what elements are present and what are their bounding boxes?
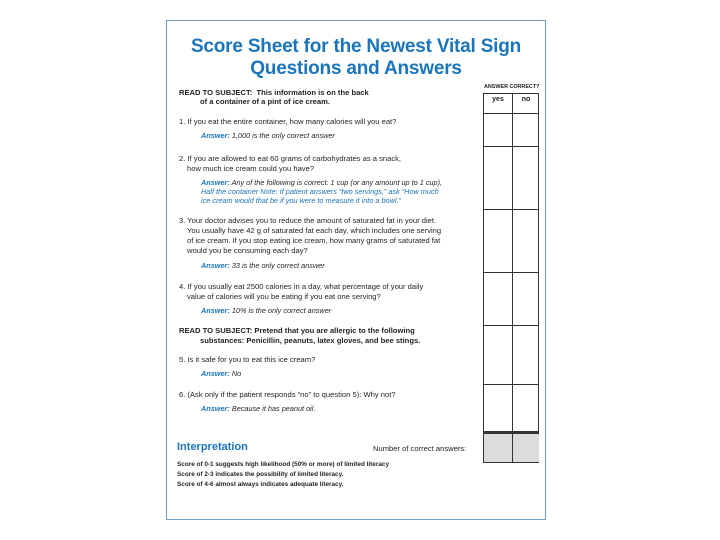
answer-5-text: No <box>231 369 242 378</box>
answer-3 <box>201 261 325 271</box>
answer-2-text-3: ice cream would that be if you were to measure it into a bowl.” <box>201 196 401 205</box>
grid-row-line <box>484 113 538 114</box>
answer-4-text: 10% is the only correct answer <box>231 306 332 315</box>
column-yes-header: yes <box>492 96 504 103</box>
question-3-line-3: of ice cream. If you stop eating ice cream, how many grams of saturated fat <box>187 236 441 245</box>
answer-5 <box>201 369 241 379</box>
answer-2-text-2: Half the container Note: If patient answers “two servings,” ask “How much <box>201 187 439 196</box>
answer-label: Answer: <box>201 306 230 315</box>
page-title <box>166 36 546 80</box>
question-3-line-1: 3. Your doctor advises you to reduce the amount of saturated fat in your diet. <box>179 216 437 225</box>
total-no-cell[interactable] <box>513 434 539 462</box>
answer-2-text-1: Any of the following is correct: 1 cup (or any amount up to 1 cup), <box>231 178 443 187</box>
grid-total-divider <box>484 431 538 434</box>
title-line-1: Score Sheet for the Newest Vital Sign <box>190 36 522 57</box>
grid-row-line <box>484 384 538 385</box>
question-4-line-2: value of calories will you be eating if you eat one serving? <box>187 292 381 301</box>
answer-1-text: 1,000 is the only correct answer <box>231 131 335 140</box>
grid-row-line <box>484 146 538 147</box>
title-line-2: Questions and Answers <box>250 58 462 79</box>
grid-divider <box>512 94 513 462</box>
question-2-line-1: 2. If you are allowed to eat 60 grams of carbohydrates as a snack, <box>179 154 402 163</box>
question-3-line-2: You usually have 42 g of saturated fat each day, which includes one serving <box>187 226 442 235</box>
read-label: READ TO SUBJECT: <box>179 88 253 97</box>
answer-label: Answer: <box>201 261 230 270</box>
answer-label: Answer: <box>201 369 230 378</box>
answer-grid <box>483 93 539 463</box>
question-2-line-2: how much ice cream could you have? <box>187 164 315 173</box>
question-3-line-4: would you be consuming each day? <box>187 246 308 255</box>
read-text-1: This information is on the back <box>256 88 369 97</box>
score-line-1: Score of 0-1 suggests high likelihood (50% or more) of limited literacy <box>177 461 390 468</box>
answer-6-text: Because it has peanut oil. <box>231 404 316 413</box>
read2-text-1: Pretend that you are allergic to the following <box>254 326 415 335</box>
grid-row-line <box>484 325 538 326</box>
question-6: 6. (Ask only if the patient responds “no” to question 5): Why not? <box>179 390 396 399</box>
answer-4 <box>201 306 331 316</box>
score-line-3: Score of 4-6 almost always indicates adequate literacy. <box>177 481 344 488</box>
answer-6 <box>201 404 315 414</box>
read-text-2: of a container of a pint of ice cream. <box>200 97 330 106</box>
total-yes-cell[interactable] <box>484 434 512 462</box>
read-label: READ TO SUBJECT: <box>179 326 253 335</box>
read-to-subject-2 <box>179 326 415 336</box>
score-line-2: Score of 2-3 indicates the possibility of limited literacy. <box>177 471 344 478</box>
question-4-line-1: 4. If you usually eat 2500 calories in a day, what percentage of your daily <box>179 282 424 291</box>
answer-label: Answer: <box>201 131 230 140</box>
question-5: 5. Is it safe for you to eat this ice cream? <box>179 355 316 364</box>
answer-label: Answer: <box>201 178 230 187</box>
column-no-header: no <box>521 96 531 103</box>
answer-3-text: 33 is the only correct answer <box>231 261 325 270</box>
answer-correct-label: ANSWER CORRECT? <box>484 84 540 90</box>
number-correct-label: Number of correct answers: <box>373 444 467 453</box>
grid-row-line <box>484 209 538 210</box>
grid-row-line <box>484 272 538 273</box>
interpretation-heading: Interpretation <box>177 441 248 453</box>
answer-label: Answer: <box>201 404 230 413</box>
answer-1 <box>201 131 335 141</box>
read2-text-2: substances: Penicillin, peanuts, latex gloves, and bee stings. <box>200 336 421 345</box>
question-1: 1. If you eat the entire container, how many calories will you eat? <box>179 117 397 126</box>
